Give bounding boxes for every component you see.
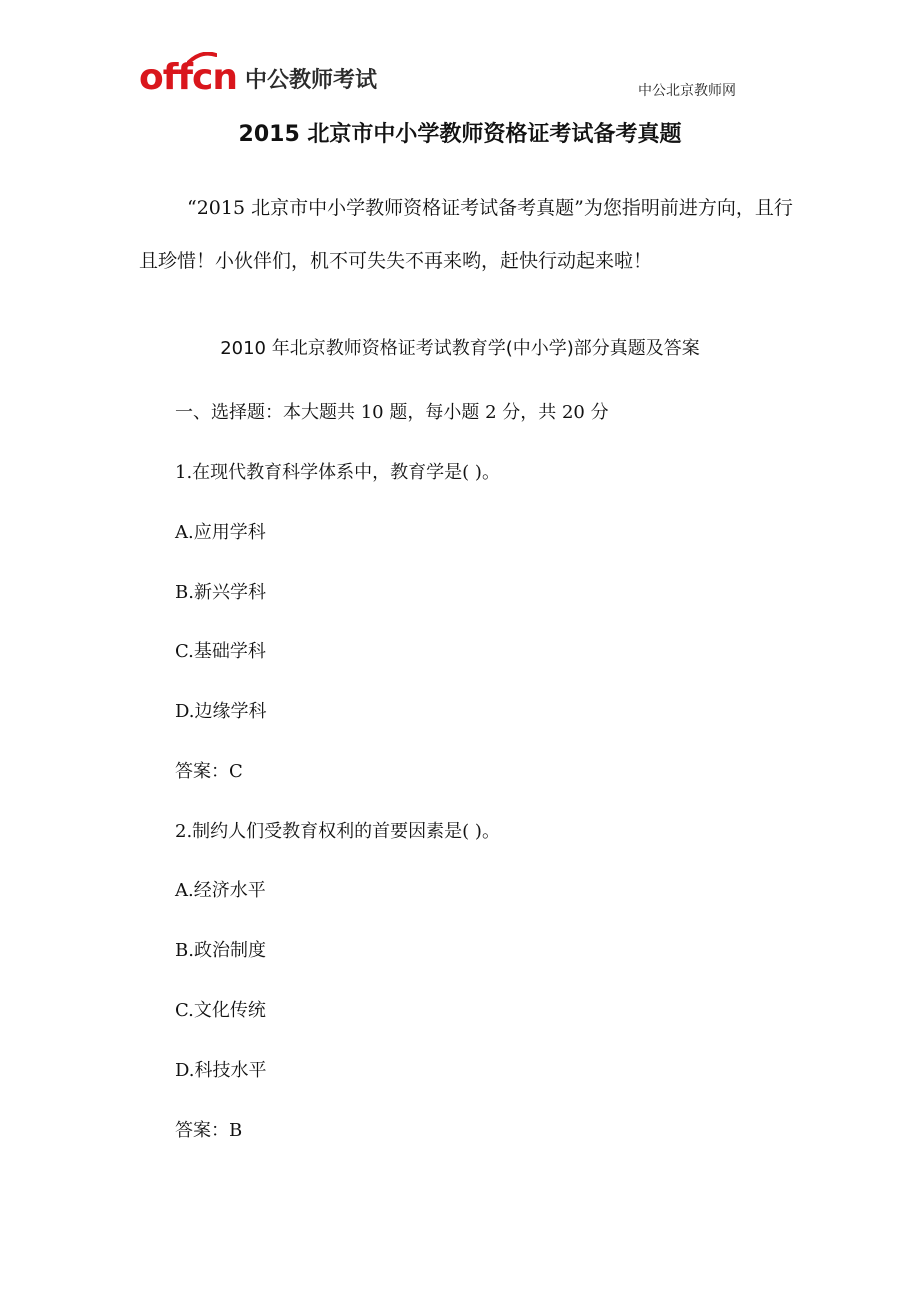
logo-text: 中公教师考试 <box>245 68 378 93</box>
option-d: D.边缘学科 <box>175 701 267 722</box>
intro-paragraph: “2015 北京市中小学教师资格证考试备考真题”为您指明前进方向，且行且珍惜！小伙伴们，机不可失失不再来哟，赶快行动起来啦！ <box>139 197 793 272</box>
option-d: D.科技水平 <box>175 1060 267 1081</box>
option-c: C.文化传统 <box>175 1000 266 1021</box>
answer: 答案：B <box>175 1120 243 1141</box>
section-heading: 一、选择题：本大题共 10 题，每小题 2 分，共 20 分 <box>175 402 609 423</box>
logo <box>139 52 377 96</box>
option-b: B.新兴学科 <box>175 582 266 603</box>
option-a: A.经济水平 <box>175 880 266 901</box>
option-c: C.基础学科 <box>175 641 266 662</box>
question-stem: 2.制约人们受教育权利的首要因素是( )。 <box>175 821 500 842</box>
option-a: A.应用学科 <box>175 522 266 543</box>
logo-swoosh-icon <box>187 52 217 64</box>
site-name: 中公北京教师网 <box>638 83 736 99</box>
question-stem: 1.在现代教育科学体系中，教育学是( )。 <box>175 462 500 483</box>
page-title: 2015 北京市中小学教师资格证考试备考真题 <box>238 122 682 147</box>
answer: 答案：C <box>175 761 243 782</box>
logo-brand: offcn <box>139 60 237 96</box>
option-b: B.政治制度 <box>175 940 266 961</box>
section-subtitle: 2010 年北京教师资格证考试教育学(中小学)部分真题及答案 <box>220 338 700 359</box>
